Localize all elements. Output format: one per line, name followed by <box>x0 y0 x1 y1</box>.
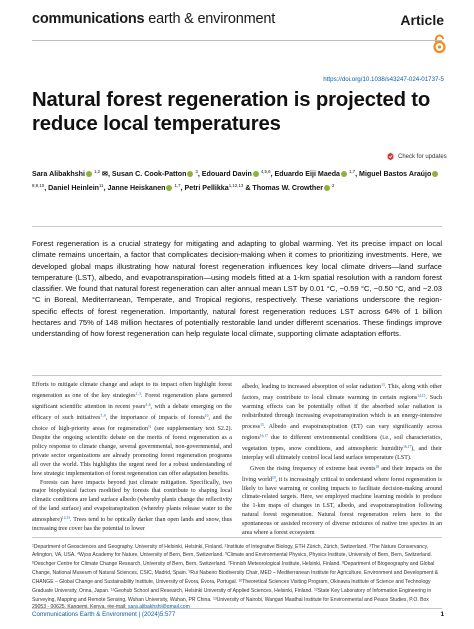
check-for-updates-button[interactable] <box>386 152 447 161</box>
author-list[interactable]: Sara Alibakhshi $^{1,2}$ ✉, Susan C. Cook-Patton $^3$, Edouard Davin $^{4,5,6}$, Eduardo Eiji Maeda $^{1,7}$, Miguel Bastos Araújo $^{8,9,10}$, Daniel Heinlein$^{11}$, Janne Heiskanen $^{1,7}$, Petri Pellikka$^{1,12,13}$ & Thomas W. Crowther $^2$ <box>32 166 442 194</box>
affiliations-text: $^1$Department of Geosciences and Geography, University of Helsinki, Helsinki, Finland. $^2$Institute of Integrative Biology, ETH Zürich, Zürich, Switzerland. $^3$The Nature Conservancy, Arlington, VA, USA. $^4$Wyss Academy for Nature, University of Bern, Bern, Switzerland. $^5$Climate and Environmental Physics, Physics Institute, University of Bern, Bern, Switzerland. $^6$Oeschger Centre for Climate Change Research, University of Bern, Bern, Switzerland. $^7$Finnish Meteorological Institute, Helsinki, Finland. $^8$Department of Biogeography and Global Change, National Museum of Natural Sciences, CSIC, Madrid, Spain. $^9$Rui Nabeiro Biodiversity Chair, MED – Mediterranean Institute for Agriculture, Environment and Development & CHANGE – Global Change and Sustainability Institute, University of Évora, Évora, Portugal. $^{10}$Theoretical Sciences Visiting Program, Okinawa Institute of Science and Technology Graduate University, Onna, Japan. $^{11}$Geohub School and Research, Helsinki University of Applied Sciences, Helsinki, Finland. $^{12}$State Key Laboratory of Information Engineering in Surveying, Mapping and Remote Sensing, Wuhan University, Wuhan, PR China. $^{13}$University of Nairobi, Wangari Maathai Institute for Environmental and Peace Studies, P.O. Box <box>32 543 439 603</box>
footer-divider <box>32 608 442 609</box>
page-number: 1 <box>440 611 444 618</box>
authors-divider <box>32 226 442 227</box>
article-type-label: Article <box>400 12 444 28</box>
abstract-text: Forest regeneration is a crucial strategy for mitigating and adapting to global warming. Yet its precise impact on local climate remains uncertain, a factor that complicates decision-making when it comes to prioritizing investments. Here, we developed global maps illustrating how natural forest regeneration influences key local climate drivers—land surface temperature (LST), albedo, and evapotranspiration—using models fitted at a 1-km spatial resolution with a random forest classifier. We found that natural forest regeneration can alter annual mean LST by 0.01 °C, −0.59 °C, −0.50 °C, and −2.03 °C in Boreal, Mediterranean, Temperate, and Tropical regions, respectively. These variations underscore the region-specific effects of forest regeneration. Importantly, natural forest regeneration reduces LST across 64% of 1 billion hectares and 75% of 148 million hectares of potentially restorable land under different scenarios. These findings improve understanding of how forest regeneration can help regulate local climate, supporting climate adaptation efforts. <box>32 239 442 338</box>
affiliations <box>32 542 442 612</box>
check-updates-label: Check for updates <box>398 153 447 160</box>
journal-name-rest: earth & environment <box>148 11 276 27</box>
affiliations-divider <box>32 537 442 538</box>
doi-link[interactable]: https://doi.org/10.1038/s43247-024-01737-5 <box>323 76 444 83</box>
journal-name-bold: communications <box>32 11 145 27</box>
journal-name[interactable] <box>32 11 275 27</box>
footer-journal-info[interactable]: Communications Earth & Environment | (2024)5:577 <box>32 611 176 618</box>
open-access-icon <box>433 34 446 54</box>
check-updates-icon <box>386 152 395 161</box>
body-column-right: albedo, leading to increased absorption of solar radiation$^{13}$. This, along with other factors, may contribute to local climate warming in certain regions$^{14,15}$. Such warming effects can be potentially offset if the absorbed solar radiation is redistributed through increasing evapotranspiration which is an energy-intensive process$^{15}$. Albedo and evapotranspiration (ET) can vary significantly across regions$^{16,17}$ due to different environmental conditions (i.e., soil characteristics, vegetation types, snow conditions, and atmospheric humidity$^{16,17}$), and their interplay will ultimately control local land surface temperature (LST). Given the rising frequency of extreme heat events$^{18}$ and their impacts on the living world$^{19}$, it is increasingly critical to understand where forest regeneration is likely to have warming or cooling impacts to facilitate decision-making around climate-related targets. Here, we employed machine learning models to produce the 1-km maps of changes in LST, albedo, and evapotranspiration following natural forest regeneration. Natural forest regeneration refers here to the spontaneous or assisted recovery of diverse mixtures of native tree species in an area where a forest ecosystem <box>242 383 442 537</box>
header-divider <box>32 40 442 41</box>
article-title: Natural forest regeneration is projected to reduce local temperatures <box>32 89 431 135</box>
abstract-divider <box>32 375 442 376</box>
body-column-left: Efforts to mitigate climate change and adapt to its impact often highlight forest regeneration as one of the key strategies$^{1-3}$. Forest regeneration plans garnered significant scientific attention in recent years$^{4-6}$, with a debate emerging on the efficacy of such initiatives$^{7-9}$, the importance of impacts of forests$^{10}$, and the choice of high-priority areas for regeneration$^{11}$ (see supplementary text S2.2). Despite the ongoing scientific debate on the merits of forest regeneration as a policy response to climate change, several governmental, non-governmental, and private sector organizations are already promoting forest regeneration programs all over the world. This highlights the urgent need for a robust understanding of how strategic implementation of forest regeneration can offer adaptation benefits. Forests can have impacts beyond just climate mitigation. Specifically, two major biophysical factors modified by forests that contribute to shaping local climatic conditions are land surface albedo (whereby plants change the reflectivity of the land surface) and evapotranspiration (whereby plants release water to the atmosphere)$^{12,13}$. Trees tend to be optically darker than open lands and snow, thus increasing tree cover has the potential to lower <box>32 382 232 533</box>
